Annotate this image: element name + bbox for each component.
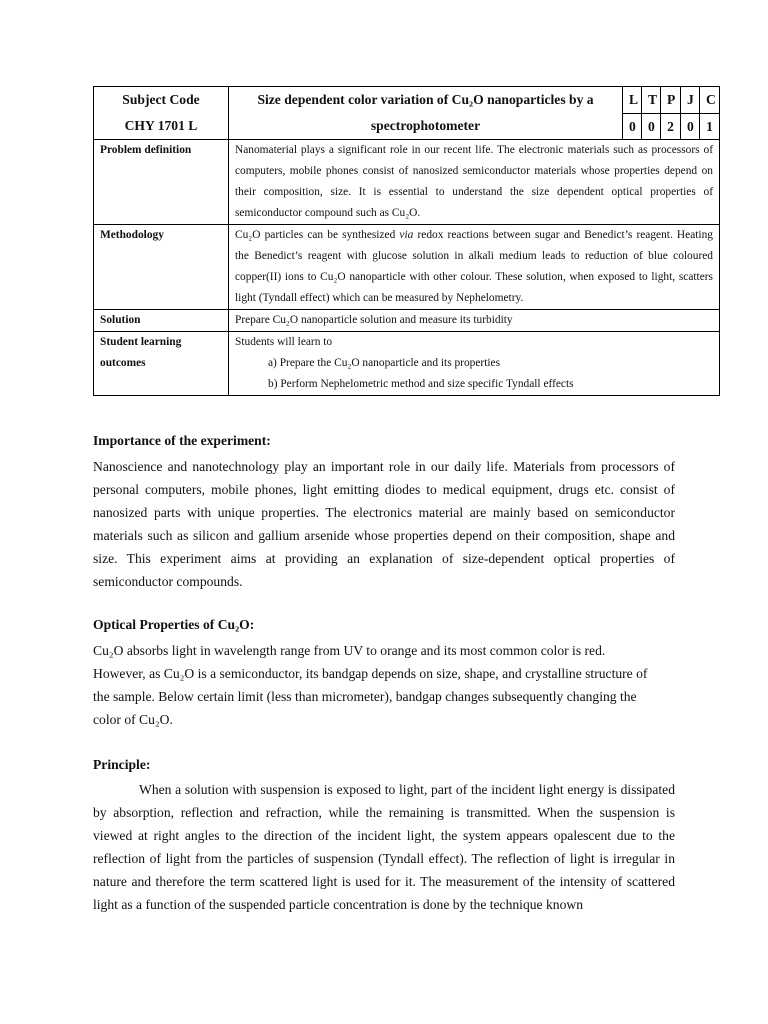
outcomes-row (94, 332, 720, 396)
methodology-text (229, 225, 720, 310)
optical-heading: Optical Properties of Cu₂O: (93, 617, 255, 632)
importance-heading: Importance of the experiment: (93, 433, 271, 448)
solution-text: Prepare Cu₂O nanoparticle solution and measure its turbidity (229, 310, 720, 332)
experiment-title-line2: spectrophotometer (370, 118, 481, 133)
ltpjc-header-c: C (700, 87, 720, 114)
problem-row (94, 140, 720, 225)
outcomes-label-line2: outcomes (100, 357, 146, 369)
principle-heading: Principle: (93, 757, 151, 772)
subject-code-value: CHY 1701 L (124, 118, 198, 133)
subject-code-label: Subject Code (122, 92, 200, 107)
principle-text: When a solution with suspension is exposed to light, part of the incident light energy is dissipated by absorption, reflection and refraction, while the remaining is transmitted. When the suspension is viewed at right angles to the direction of the incident light, the system appears opalescent due to the reflection of light from the particles of suspension (Tyndall effect). The reflection of light is irregular in nature and therefore the term scattered light is used for it. The measurement of the intensity of scattered light as a function of the suspended particle concentration is done by the technique known (93, 782, 675, 913)
outcomes-label-line1: Student learning (100, 336, 182, 348)
solution-label: Solution (94, 310, 229, 332)
solution-row (94, 310, 720, 332)
ltpjc-header-p: P (661, 87, 681, 114)
optical-line-4: color of Cu₂O. (93, 712, 173, 728)
ltpjc-header-j: J (681, 87, 700, 114)
ltpjc-header-l: L (623, 87, 642, 114)
optical-line-2: However, as Cu₂O is a semiconductor, its bandgap depends on size, shape, and crystalline structure of (93, 666, 648, 682)
ltpjc-value-l: 0 (623, 113, 642, 140)
course-info-table (93, 86, 720, 396)
principle-paragraph (93, 778, 675, 917)
outcome-item-a: a) Prepare the Cu₂O nanoparticle and its properties (268, 357, 501, 369)
methodology-label: Methodology (94, 225, 229, 310)
experiment-title-line1: Size dependent color variation of Cu₂O nanoparticles by a (257, 92, 594, 107)
methodology-text-via: via (399, 229, 414, 241)
problem-text: Nanomaterial plays a significant role in our recent life. The electronic materials such as processors of computers, mobile phones consist of nanosized semiconductor materials whose properties depend on their composition, size. It is essential to understand the size dependent optical properties of semiconductor compound such as Cu₂O. (229, 140, 720, 225)
methodology-text-b: redox reactions between sugar and Benedict’s reagent. Heating the Benedict’s reagent with glucose solution in alkali medium leads to reduction of blue coloured copper(II) ions to Cu₂O nanoparticle with other colour. These solution, when exposed to light, scatters light (Tyndall effect) which can be measured by Nephelometry. (235, 229, 713, 304)
optical-paragraph (93, 639, 693, 731)
importance-paragraph: Nanoscience and nanotechnology play an important role in our daily life. Materials from processors of personal computers, mobile phones, light emitting diodes to medical equipment, drugs etc. consist of nanosized parts with unique properties. The electronics material are mainly based on semiconductor materials such as silicon and gallium arsenide whose properties depend on their composition, shape and size. This experiment aims at providing an explanation of size-dependent optical properties of semiconductor compounds. (93, 459, 675, 590)
problem-label: Problem definition (94, 140, 229, 225)
outcome-item-b: b) Perform Nephelometric method and size specific Tyndall effects (268, 378, 574, 390)
subject-code-cell (94, 87, 229, 140)
experiment-title-cell (229, 87, 623, 140)
ltpjc-value-p: 2 (661, 113, 681, 140)
outcomes-text (229, 332, 720, 396)
outcomes-label (94, 332, 229, 396)
methodology-row (94, 225, 720, 310)
ltpjc-header-t: T (642, 87, 661, 114)
methodology-text-a: Cu₂O particles can be synthesized (235, 229, 396, 241)
ltpjc-value-t: 0 (642, 113, 661, 140)
optical-line-1: Cu₂O absorbs light in wavelength range from UV to orange and its most common color is red. (93, 643, 606, 658)
optical-line-3: the sample. Below certain limit (less than micrometer), bandgap changes subsequently changing the (93, 689, 637, 705)
ltpjc-value-c: 1 (700, 113, 720, 140)
outcomes-intro: Students will learn to (235, 336, 333, 348)
ltpjc-value-j: 0 (681, 113, 700, 140)
